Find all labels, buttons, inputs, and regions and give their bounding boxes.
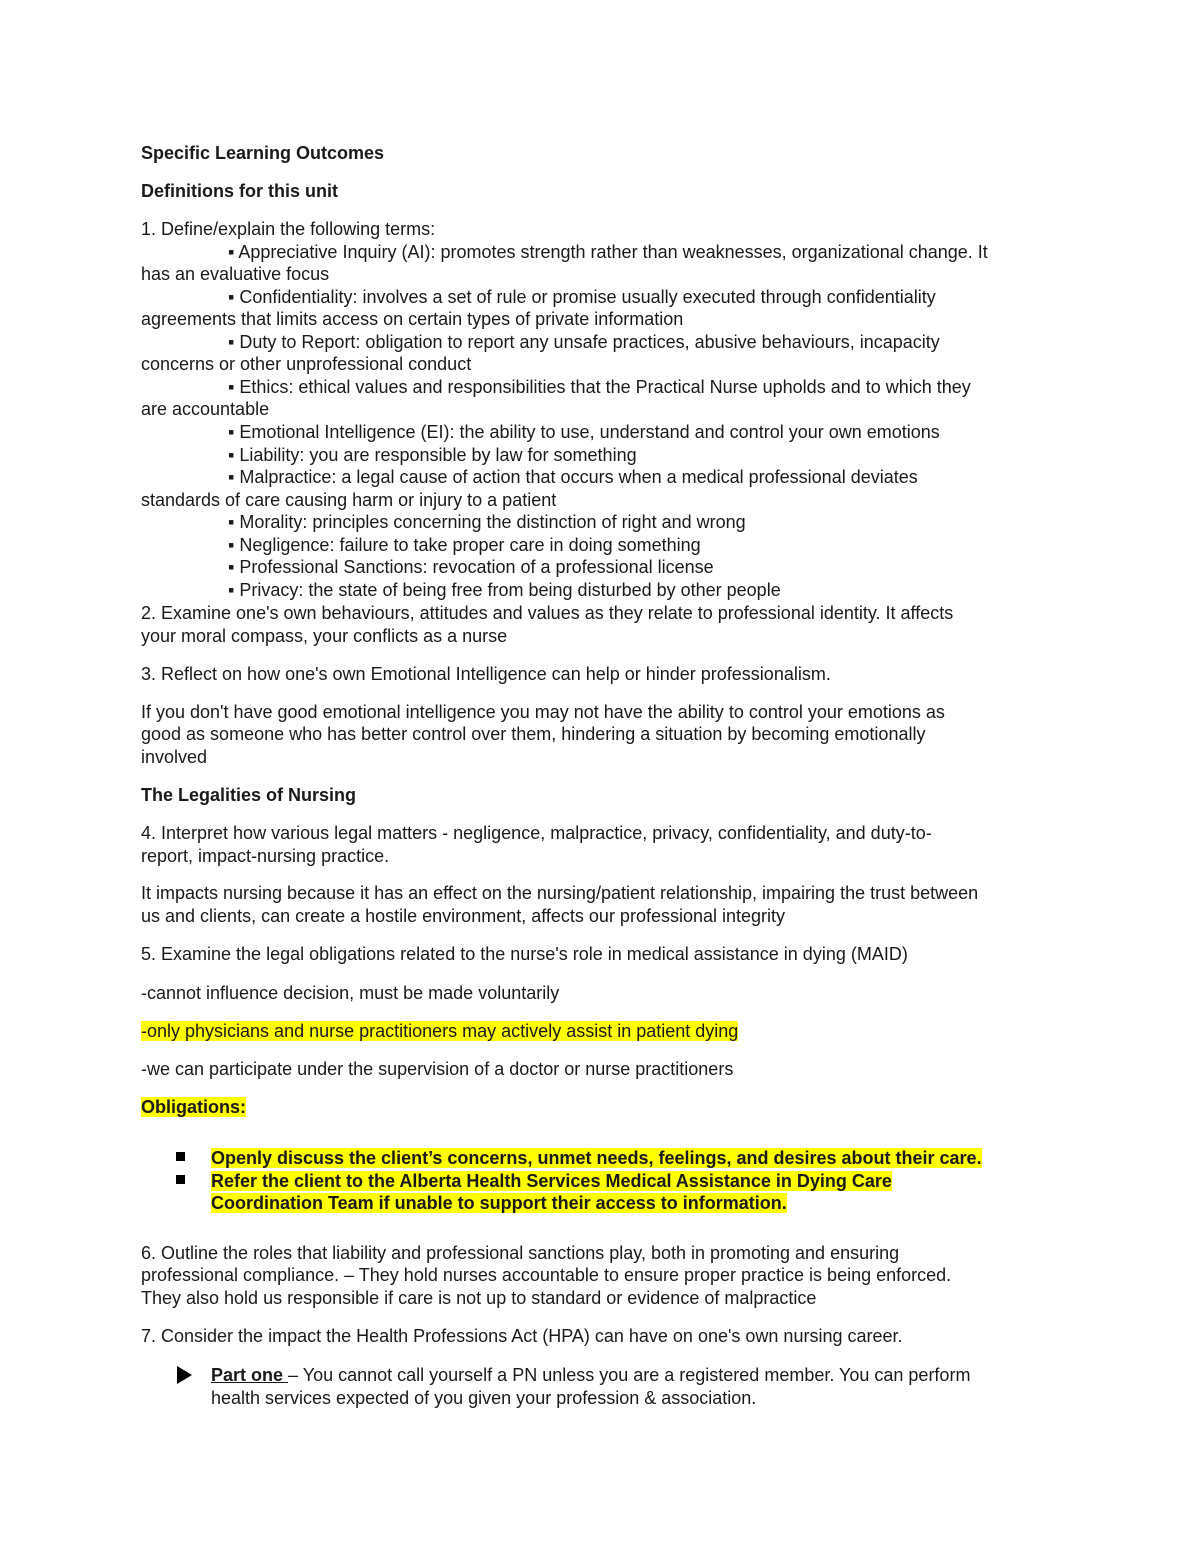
obligation-2-highlight: Refer the client to the Alberta Health Services Medical Assistance in Dying Care xyxy=(211,1171,892,1191)
item1-intro: 1. Define/explain the following terms: xyxy=(141,219,436,239)
term-malpractice: ▪ Malpractice: a legal cause of action that occurs when a medical professional deviates xyxy=(228,467,918,487)
arrow-bullet-icon xyxy=(177,1366,192,1384)
term-confidentiality: ▪ Confidentiality: involves a set of rule or promise usually executed through confidentiality xyxy=(228,287,936,307)
item5-point-2-highlight: -only physicians and nurse practitioners may actively assist in patient dying xyxy=(141,1021,739,1041)
part-one-text: – You cannot call yourself a PN unless you are a registered member. You can perform xyxy=(288,1365,971,1385)
term-duty-to-report: ▪ Duty to Report: obligation to report any unsafe practices, abusive behaviours, incapacity xyxy=(228,332,940,352)
item3-question: 3. Reflect on how one's own Emotional Intelligence can help or hinder professionalism. xyxy=(141,664,831,684)
item5-point-2 xyxy=(141,1020,738,1042)
part-one-label: Part one xyxy=(211,1365,289,1385)
item5-point-3: -we can participate under the supervision of a doctor or nurse practitioners xyxy=(141,1059,734,1079)
heading-obligations-highlight: Obligations: xyxy=(141,1097,246,1117)
item4-line2: report, impact-nursing practice. xyxy=(141,846,390,866)
item7-part-one-cont: health services expected of you given your profession & association. xyxy=(211,1388,757,1408)
heading-obligations xyxy=(141,1096,246,1118)
item4-answer-2: us and clients, can create a hostile environment, affects our professional integrity xyxy=(141,906,786,926)
term-morality: ▪ Morality: principles concerning the distinction of right and wrong xyxy=(228,512,746,532)
heading-definitions: Definitions for this unit xyxy=(141,181,338,201)
term-malpractice-cont: standards of care causing harm or injury to a patient xyxy=(141,490,557,510)
square-bullet-icon xyxy=(176,1175,185,1184)
item2-line2: your moral compass, your conflicts as a nurse xyxy=(141,626,508,646)
item5-point-1: -cannot influence decision, must be made voluntarily xyxy=(141,983,560,1003)
item3-answer-3: involved xyxy=(141,747,208,767)
item6-line1: 6. Outline the roles that liability and professional sanctions play, both in promoting and ensuring xyxy=(141,1243,900,1263)
item7-question: 7. Consider the impact the Health Professions Act (HPA) can have on one's own nursing career. xyxy=(141,1326,903,1346)
obligation-2 xyxy=(211,1170,892,1192)
obligation-1-highlight: Openly discuss the client’s concerns, unmet needs, feelings, and desires about their care. xyxy=(211,1148,982,1168)
item7-part-one xyxy=(211,1364,970,1386)
item3-answer-1: If you don't have good emotional intelligence you may not have the ability to control your emotions as xyxy=(141,702,945,722)
term-ei: ▪ Emotional Intelligence (EI): the ability to use, understand and control your own emotions xyxy=(228,422,940,442)
heading-specific-outcomes: Specific Learning Outcomes xyxy=(141,143,385,163)
obligation-2-cont-highlight: Coordination Team if unable to support their access to information. xyxy=(211,1193,787,1213)
item4-answer-1: It impacts nursing because it has an effect on the nursing/patient relationship, impairing the trust between xyxy=(141,883,979,903)
term-liability: ▪ Liability: you are responsible by law for something xyxy=(228,445,637,465)
term-ai-cont: has an evaluative focus xyxy=(141,264,330,284)
square-bullet-icon xyxy=(176,1152,185,1161)
heading-legalities: The Legalities of Nursing xyxy=(141,785,357,805)
term-ethics-cont: are accountable xyxy=(141,399,270,419)
item3-answer-2: good as someone who has better control over them, hindering a situation by becoming emotionally xyxy=(141,724,926,744)
term-privacy: ▪ Privacy: the state of being free from being disturbed by other people xyxy=(228,580,781,600)
item4-line1: 4. Interpret how various legal matters - negligence, malpractice, privacy, confidentiality, and duty-to- xyxy=(141,823,932,843)
item6-line2: professional compliance. – They hold nurses accountable to ensure proper practice is being enforced. xyxy=(141,1265,952,1285)
term-ethics: ▪ Ethics: ethical values and responsibilities that the Practical Nurse upholds and to which they xyxy=(228,377,971,397)
obligation-1 xyxy=(211,1147,982,1169)
item6-line3: They also hold us responsible if care is not up to standard or evidence of malpractice xyxy=(141,1288,817,1308)
term-negligence: ▪ Negligence: failure to take proper care in doing something xyxy=(228,535,701,555)
term-sanctions: ▪ Professional Sanctions: revocation of a professional license xyxy=(228,557,714,577)
obligation-2-cont xyxy=(211,1192,787,1214)
item5-question: 5. Examine the legal obligations related to the nurse's role in medical assistance in dying (MAID) xyxy=(141,944,908,964)
term-ai: ▪ Appreciative Inquiry (AI): promotes strength rather than weaknesses, organizational change. It xyxy=(228,242,988,262)
term-confidentiality-cont: agreements that limits access on certain types of private information xyxy=(141,309,684,329)
item2-line1: 2. Examine one's own behaviours, attitudes and values as they relate to professional identity. It affects xyxy=(141,603,954,623)
term-duty-to-report-cont: concerns or other unprofessional conduct xyxy=(141,354,472,374)
